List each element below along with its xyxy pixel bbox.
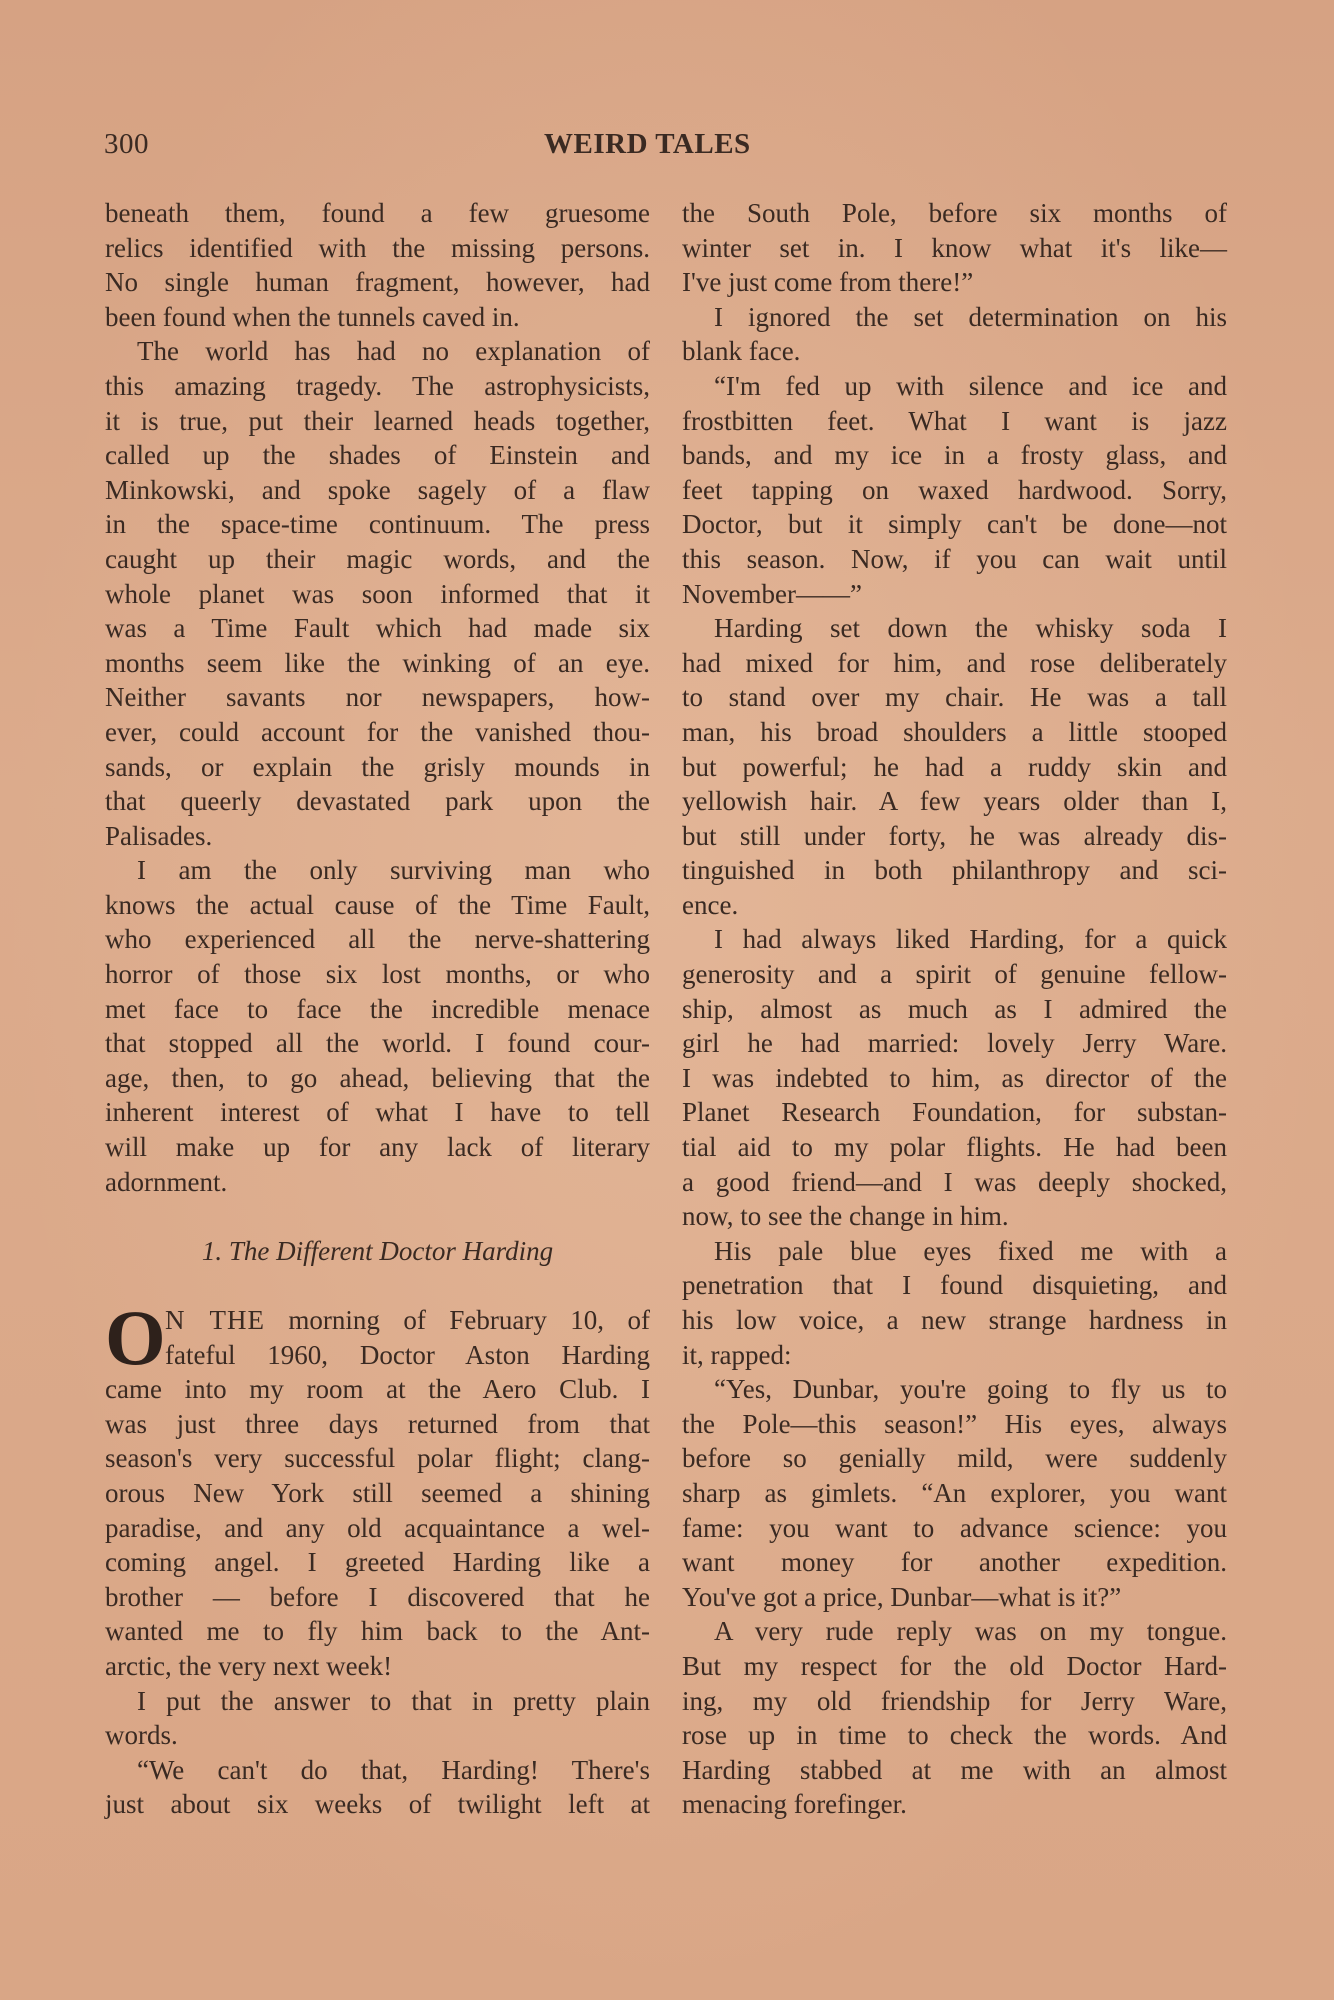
text-line: was a Time Fault which had made six bbox=[105, 613, 650, 644]
text-line: blank face. bbox=[682, 336, 801, 367]
text-line: I am the only surviving man who bbox=[137, 855, 650, 886]
text-line: but still under forty, he was already dis- bbox=[682, 820, 1227, 851]
text-line: His pale blue eyes fixed me with a bbox=[714, 1235, 1227, 1266]
text-line: Planet Research Foundation, for substan- bbox=[682, 1097, 1227, 1128]
text-line: Harding set down the whisky soda I bbox=[714, 613, 1227, 644]
text-line: The world has had no explanation of bbox=[137, 336, 650, 367]
left-column-text-a bbox=[105, 196, 650, 1199]
text-line: winter set in. I know what it's like— bbox=[682, 232, 1227, 263]
text-line: in the space-time continuum. The press bbox=[105, 509, 650, 540]
text-line: “I'm fed up with silence and ice and bbox=[714, 370, 1227, 401]
text-line: Minkowski, and spoke sagely of a flaw bbox=[105, 474, 650, 505]
text-line: ship, almost as much as I admired the bbox=[682, 993, 1227, 1024]
text-line: fame: you want to advance science: you bbox=[682, 1512, 1227, 1543]
text-line: bands, and my ice in a frosty glass, and bbox=[682, 440, 1227, 471]
text-line: penetration that I found disquieting, and bbox=[682, 1270, 1227, 1301]
text-line: ing, my old friendship for Jerry Ware, bbox=[682, 1685, 1227, 1716]
text-line: yellowish hair. A few years older than I, bbox=[682, 786, 1227, 817]
text-line: adornment. bbox=[105, 1166, 228, 1197]
text-line: it is true, put their learned heads together, bbox=[105, 405, 650, 436]
text-line: ence. bbox=[682, 889, 739, 920]
text-line: generosity and a spirit of genuine fellow- bbox=[682, 959, 1227, 990]
small-caps-lead: N THE bbox=[165, 1305, 265, 1335]
text-line: to stand over my chair. He was a tall bbox=[682, 682, 1227, 713]
text-line: age, then, to go ahead, believing that the bbox=[105, 1062, 650, 1093]
text-line: paradise, and any old acquaintance a wel- bbox=[105, 1512, 650, 1543]
text-line: menacing forefinger. bbox=[682, 1789, 907, 1820]
text-line: beneath them, found a few gruesome bbox=[105, 198, 650, 228]
text-line: been found when the tunnels caved in. bbox=[105, 301, 520, 332]
text-line: I've just come from there!” bbox=[682, 267, 974, 298]
spacer bbox=[105, 1268, 650, 1303]
text-line: called up the shades of Einstein and bbox=[105, 440, 650, 471]
text-line: I was indebted to him, as director of the bbox=[682, 1062, 1227, 1093]
text-line: tinguished in both philanthropy and sci- bbox=[682, 855, 1227, 886]
text-line: orous New York still seemed a shining bbox=[105, 1477, 650, 1508]
text-line: horror of those six lost months, or who bbox=[105, 959, 650, 990]
text-line: a good friend—and I was deeply shocked, bbox=[682, 1166, 1227, 1197]
left-column bbox=[105, 196, 650, 1822]
text-line: rose up in time to check the words. And bbox=[682, 1720, 1227, 1751]
text-line: You've got a price, Dunbar—what is it?” bbox=[682, 1581, 1122, 1612]
text-line: ever, could account for the vanished thou- bbox=[105, 716, 650, 747]
text-line: man, his broad shoulders a little stooped bbox=[682, 716, 1227, 747]
text-line: his low voice, a new strange hardness in bbox=[682, 1305, 1227, 1335]
text-line: now, to see the change in him. bbox=[682, 1201, 1009, 1232]
text-line: wanted me to fly him back to the Ant- bbox=[105, 1616, 650, 1647]
text-line: had mixed for him, and rose deliberately bbox=[682, 647, 1227, 678]
text-line: “Yes, Dunbar, you're going to fly us to bbox=[714, 1374, 1227, 1405]
text-line: Palisades. bbox=[105, 820, 213, 851]
text-line: relics identified with the missing persons. bbox=[105, 232, 650, 263]
text-line: that stopped all the world. I found cour- bbox=[105, 1028, 650, 1059]
text-line: inherent interest of what I have to tell bbox=[105, 1097, 650, 1128]
text-line: I ignored the set determination on his bbox=[714, 301, 1227, 332]
text-line: words. bbox=[105, 1720, 178, 1751]
text-line: A very rude reply was on my tongue. bbox=[714, 1616, 1227, 1647]
text-line: was just three days returned from that bbox=[105, 1408, 650, 1439]
text-line: November——” bbox=[682, 578, 862, 609]
text-line: Harding stabbed at me with an almost bbox=[682, 1754, 1227, 1785]
text-line: But my respect for the old Doctor Hard- bbox=[682, 1650, 1227, 1681]
text-line: met face to face the incredible menace bbox=[105, 993, 650, 1024]
text-line: brother — before I discovered that he bbox=[105, 1581, 650, 1612]
text-line: that queerly devastated park upon the bbox=[105, 786, 650, 817]
text-line: the South Pole, before six months of bbox=[682, 198, 1227, 228]
text-line: came into my room at the Aero Club. I bbox=[105, 1374, 650, 1405]
text-line bbox=[105, 1303, 650, 1338]
text-line: arctic, the very next week! bbox=[105, 1650, 393, 1681]
text-line: whole planet was soon informed that it bbox=[105, 578, 650, 609]
text-line: who experienced all the nerve-shattering bbox=[105, 924, 650, 955]
text-line: I had always liked Harding, for a quick bbox=[714, 924, 1227, 955]
text-line: frostbitten feet. What I want is jazz bbox=[682, 405, 1227, 436]
text-line: season's very successful polar flight; clang- bbox=[105, 1443, 650, 1474]
text-line: No single human fragment, however, had bbox=[105, 267, 650, 298]
text-line: caught up their magic words, and the bbox=[105, 543, 650, 574]
text-line: Neither savants nor newspapers, how- bbox=[105, 682, 650, 713]
text-line: feet tapping on waxed hardwood. Sorry, bbox=[682, 474, 1227, 505]
text-line: but powerful; he had a ruddy skin and bbox=[682, 751, 1227, 782]
text-line: fateful 1960, Doctor Aston Harding bbox=[165, 1339, 650, 1370]
text-line: just about six weeks of twilight left at bbox=[105, 1789, 650, 1820]
text-line: will make up for any lack of literary bbox=[105, 1132, 650, 1163]
text-line: want money for another expedition. bbox=[682, 1547, 1227, 1578]
text-line: before so genially mild, were suddenly bbox=[682, 1443, 1227, 1474]
text-line: knows the actual cause of the Time Fault, bbox=[105, 889, 650, 920]
left-column-text-b bbox=[105, 1372, 650, 1822]
running-head bbox=[104, 128, 1224, 168]
text-line: this amazing tragedy. The astrophysicists, bbox=[105, 370, 650, 401]
text-line: sharp as gimlets. “An explorer, you want bbox=[682, 1477, 1227, 1508]
text-line: I put the answer to that in pretty plain bbox=[137, 1685, 650, 1716]
right-column-text bbox=[682, 196, 1227, 1822]
text-line: girl he had married: lovely Jerry Ware. bbox=[682, 1028, 1227, 1059]
text-line-rest: morning of February 10, of bbox=[264, 1305, 650, 1335]
drop-cap-paragraph-start bbox=[105, 1294, 650, 1381]
magazine-title: WEIRD TALES bbox=[544, 128, 751, 160]
section-heading: 1. The Different Doctor Harding bbox=[201, 1235, 554, 1266]
text-line: sands, or explain the grisly mounds in bbox=[105, 751, 650, 782]
right-column bbox=[682, 196, 1227, 1822]
text-line: “We can't do that, Harding! There's bbox=[137, 1754, 650, 1785]
page-number: 300 bbox=[104, 128, 149, 160]
text-line: the Pole—this season!” His eyes, always bbox=[682, 1408, 1227, 1439]
spacer bbox=[105, 1199, 650, 1234]
text-line: months seem like the winking of an eye. bbox=[105, 647, 650, 678]
drop-cap: O bbox=[105, 1294, 166, 1381]
text-line: it, rapped: bbox=[682, 1339, 792, 1370]
text-line: Doctor, but it simply can't be done—not bbox=[682, 509, 1227, 540]
text-line: coming angel. I greeted Harding like a bbox=[105, 1547, 650, 1578]
text-line: tial aid to my polar flights. He had been bbox=[682, 1132, 1227, 1163]
text-line: this season. Now, if you can wait until bbox=[682, 543, 1227, 574]
